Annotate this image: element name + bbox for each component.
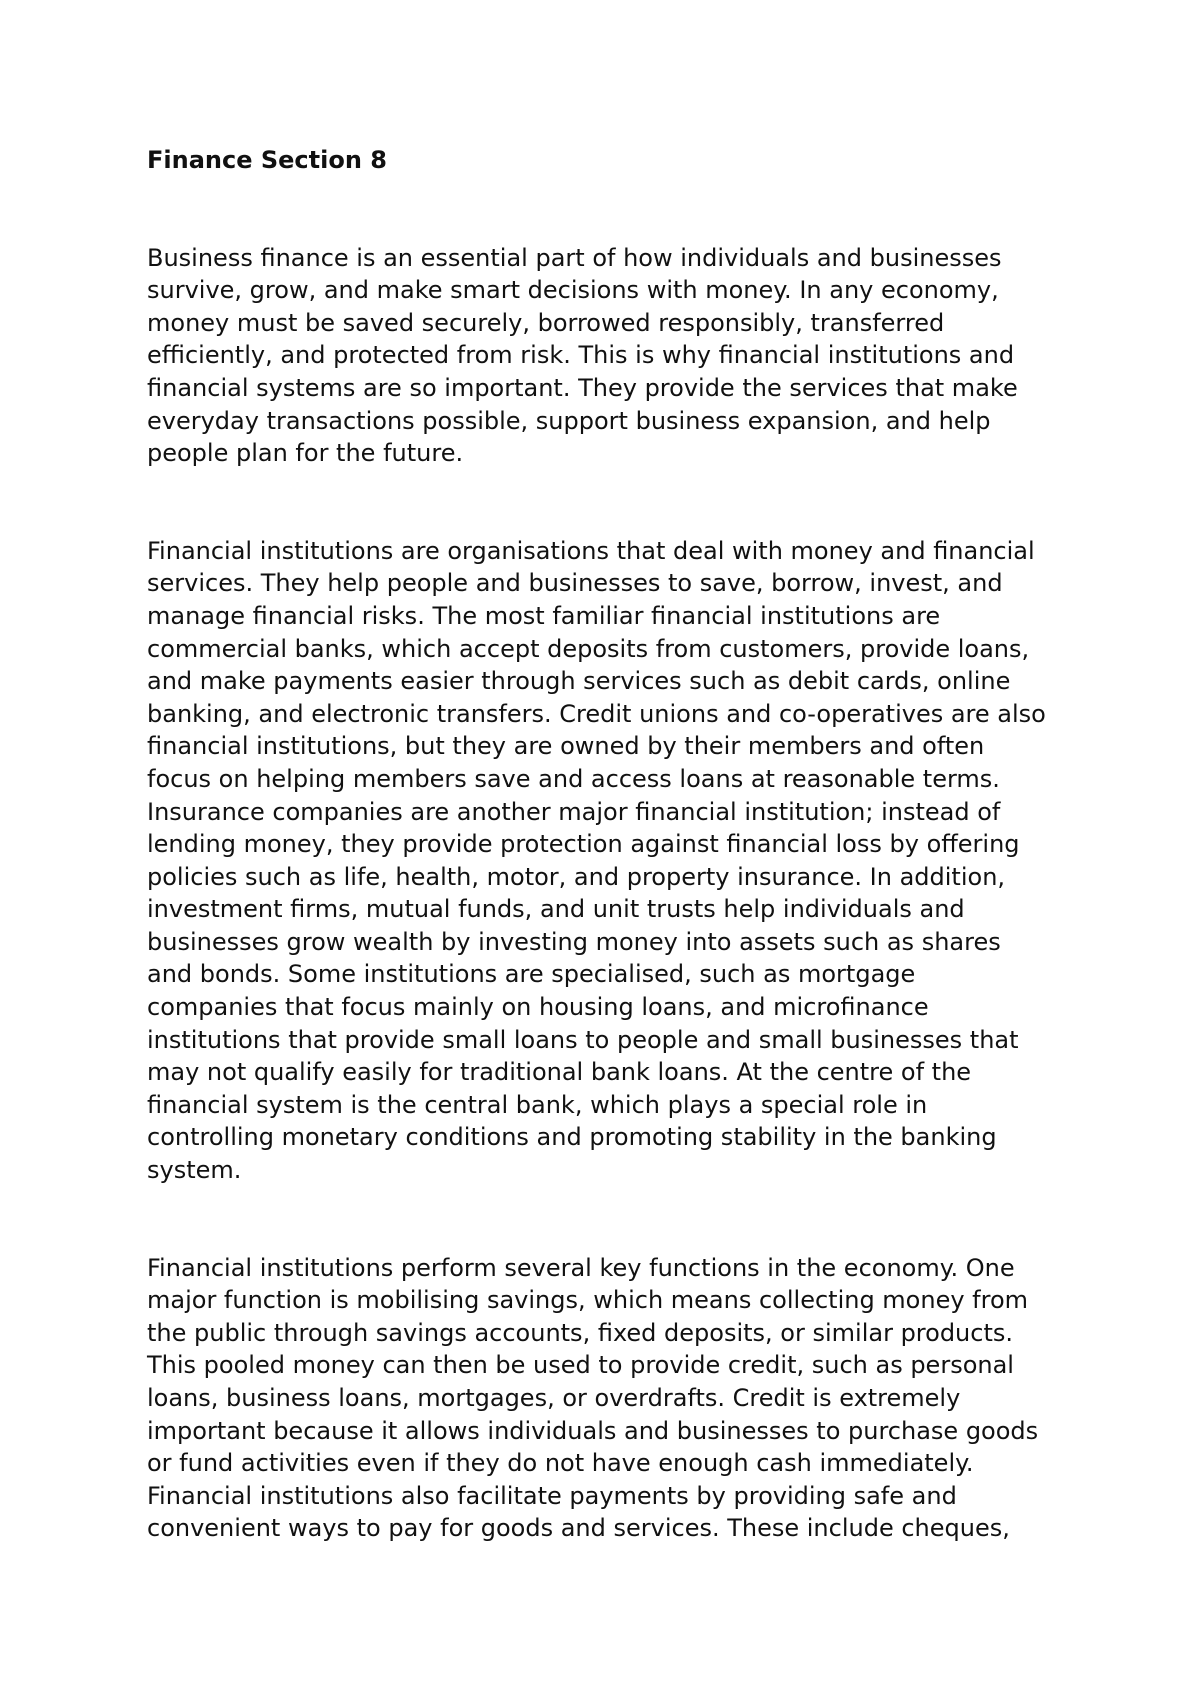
paragraph-line: system. <box>147 1156 242 1185</box>
paragraph-line: Financial institutions are organisations that deal with money and financial <box>147 536 1035 565</box>
paragraph-line: policies such as life, health, motor, and property insurance. In addition, <box>147 862 1006 891</box>
paragraph-line: important because it allows individuals and businesses to purchase goods <box>147 1416 1039 1445</box>
paragraph-line: focus on helping members save and access loans at reasonable terms. <box>147 764 1000 793</box>
paragraph-spacer <box>147 1187 1067 1252</box>
paragraph-line: commercial banks, which accept deposits from customers, provide loans, <box>147 634 1030 663</box>
paragraph-functions <box>147 1252 1067 1545</box>
paragraph-line: convenient ways to pay for goods and services. These include cheques, <box>147 1514 1010 1543</box>
paragraph-intro <box>147 242 1067 470</box>
paragraph-line: Financial institutions also facilitate payments by providing safe and <box>147 1481 957 1510</box>
paragraph-line: businesses grow wealth by investing money into assets such as shares <box>147 927 1001 956</box>
paragraph-line: loans, business loans, mortgages, or overdrafts. Credit is extremely <box>147 1384 961 1412</box>
paragraph-line: financial system is the central bank, which plays a special role in <box>147 1090 928 1119</box>
paragraph-line: institutions that provide small loans to people and small businesses that <box>147 1025 1019 1054</box>
paragraph-line: financial systems are so important. They provide the services that make <box>147 373 1018 402</box>
paragraph-line: major function is mobilising savings, which means collecting money from <box>147 1286 1029 1315</box>
paragraph-line: financial institutions, but they are owned by their members and often <box>147 732 985 761</box>
document-title: Finance Section 8 <box>147 146 387 174</box>
paragraph-line: Business finance is an essential part of how individuals and businesses <box>147 243 1002 272</box>
paragraph-line: people plan for the future. <box>147 439 464 468</box>
paragraph-spacer <box>147 470 1067 535</box>
paragraph-institutions <box>147 535 1067 1187</box>
paragraph-line: companies that focus mainly on housing loans, and microfinance <box>147 993 929 1022</box>
paragraph-line: manage financial risks. The most familiar financial institutions are <box>147 601 941 630</box>
paragraph-line: may not qualify easily for traditional bank loans. At the centre of the <box>147 1058 972 1087</box>
paragraph-line: controlling monetary conditions and promoting stability in the banking <box>147 1123 997 1152</box>
paragraph-line: and make payments easier through services such as debit cards, online <box>147 667 1011 696</box>
paragraph-line: and bonds. Some institutions are specialised, such as mortgage <box>147 960 916 989</box>
paragraph-line: This pooled money can then be used to provide credit, such as personal <box>147 1351 1014 1380</box>
paragraph-line: Insurance companies are another major financial institution; instead of <box>147 797 1001 826</box>
paragraph-line: money must be saved securely, borrowed responsibly, transferred <box>147 308 945 337</box>
title-spacer <box>147 177 1067 242</box>
paragraph-line: Financial institutions perform several key functions in the economy. One <box>147 1253 1015 1282</box>
paragraph-line: investment firms, mutual funds, and unit trusts help individuals and <box>147 895 965 924</box>
paragraph-line: banking, and electronic transfers. Credit unions and co-operatives are also <box>147 699 1046 728</box>
paragraph-line: lending money, they provide protection against financial loss by offering <box>147 830 1020 859</box>
paragraph-line: efficiently, and protected from risk. This is why financial institutions and <box>147 341 1015 370</box>
paragraph-line: services. They help people and businesses to save, borrow, invest, and <box>147 569 1003 598</box>
paragraph-line: the public through savings accounts, fixed deposits, or similar products. <box>147 1318 1014 1347</box>
document-body <box>147 144 1067 1545</box>
paragraph-line: everyday transactions possible, support business expansion, and help <box>147 406 991 435</box>
paragraph-line: survive, grow, and make smart decisions with money. In any economy, <box>147 276 999 305</box>
paragraph-line: or fund activities even if they do not have enough cash immediately. <box>147 1449 974 1478</box>
